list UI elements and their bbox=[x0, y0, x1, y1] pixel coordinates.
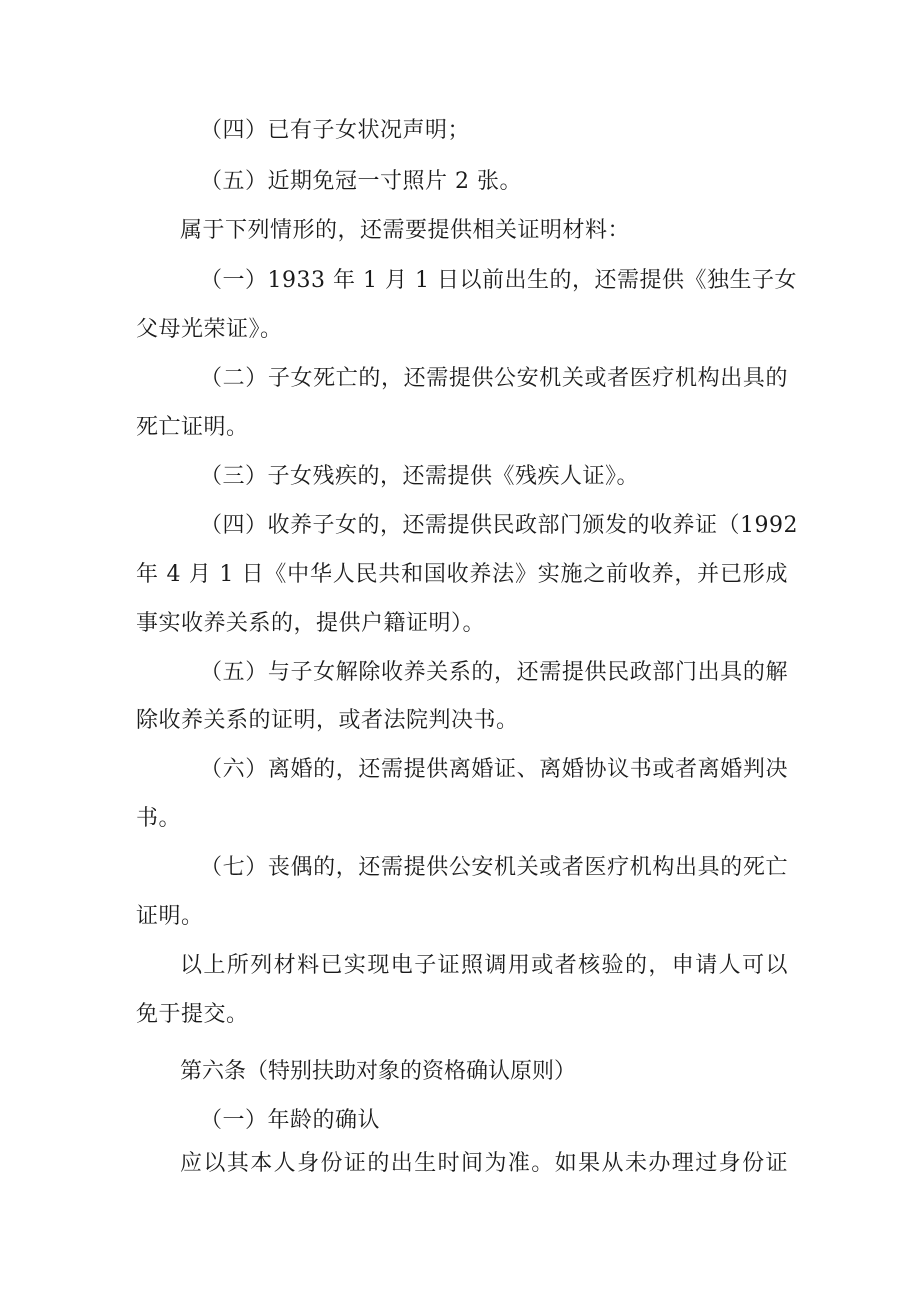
item-7-line-2: 证明。 bbox=[136, 904, 204, 929]
exemption-line-2: 免于提交。 bbox=[136, 1002, 249, 1027]
item-4-line-3: 事实收养关系的，提供户籍证明）。 bbox=[136, 611, 486, 636]
item-4-line-1: （四）收养子女的，还需提供民政部门颁发的收养证（1992 bbox=[200, 513, 798, 538]
item-5-line-2: 除收养关系的证明，或者法院判决书。 bbox=[136, 708, 519, 733]
item-2-line-2: 死亡证明。 bbox=[136, 415, 249, 440]
exemption-line-1: 以上所列材料已实现电子证照调用或者核验的，申请人可以 bbox=[180, 953, 788, 978]
item-2-line-1: （二）子女死亡的，还需提供公安机关或者医疗机构出具的 bbox=[200, 366, 788, 391]
age-confirmation-subheading: （一）年龄的确认 bbox=[200, 1108, 381, 1133]
article-6-heading: 第六条（特别扶助对象的资格确认原则） bbox=[180, 1059, 577, 1084]
item-1-line-2: 父母光荣证》。 bbox=[136, 317, 283, 342]
item-6-line-1: （六）离婚的，还需提供离婚证、离婚协议书或者离婚判决 bbox=[200, 757, 788, 782]
item-6-line-2: 书。 bbox=[136, 806, 182, 831]
item-7-line-1: （七）丧偶的，还需提供公安机关或者医疗机构出具的死亡 bbox=[200, 855, 788, 880]
item-4-line-2: 年 4 月 1 日《中华人民共和国收养法》实施之前收养，并已形成 bbox=[136, 562, 788, 587]
item-3: （三）子女残疾的，还需提供《残疾人证》。 bbox=[200, 464, 640, 489]
item-existing-children-statement: （四）已有子女状况声明； bbox=[200, 118, 471, 143]
item-5-line-1: （五）与子女解除收养关系的，还需提供民政部门出具的解 bbox=[200, 660, 788, 685]
intro-paragraph: 属于下列情形的，还需要提供相关证明材料： bbox=[180, 218, 631, 243]
item-1-line-1: （一）1933 年 1 月 1 日以前出生的，还需提供《独生子女 bbox=[200, 268, 797, 293]
item-photos: （五）近期免冠一寸照片 2 张。 bbox=[200, 169, 522, 194]
age-confirmation-text: 应以其本人身份证的出生时间为准。如果从未办理过身份证 bbox=[180, 1151, 788, 1176]
